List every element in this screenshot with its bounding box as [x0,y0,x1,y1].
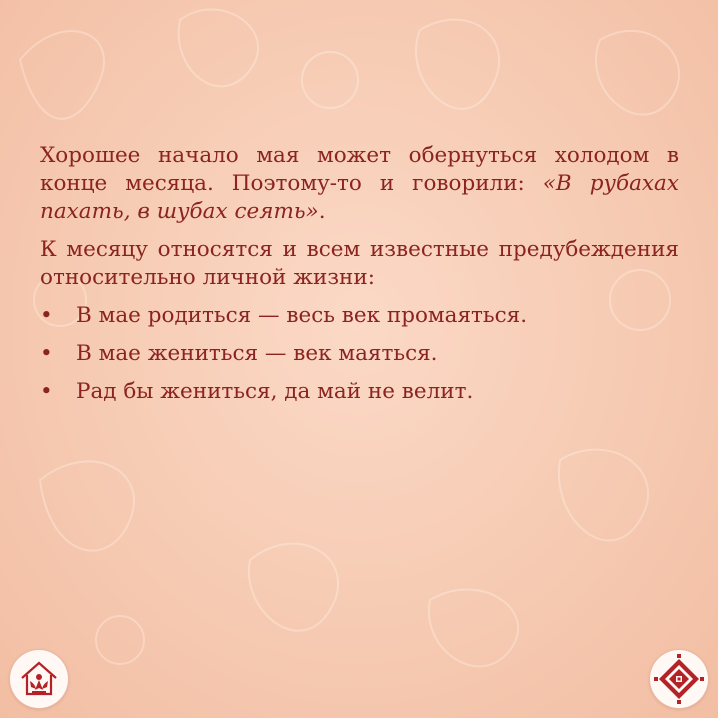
bullet-marker: • [40,341,53,366]
bullet-marker: • [40,303,53,328]
house-emblem-icon [10,650,68,708]
list-item-text: В мае жениться — век маяться. [76,341,438,366]
bullet-marker: • [40,379,53,404]
paragraph-1-text: Хорошее начало мая может обернуться холодом в конце месяца. Поэтому-то и говорили: [40,143,679,196]
list-item-text: Рад бы жениться, да май не велит. [76,379,474,404]
slide-body [40,142,679,416]
list-item-text: В мае родиться — весь век промаяться. [76,303,528,328]
list-item [40,340,679,368]
ornament-emblem-icon [650,650,708,708]
list-item [40,378,679,406]
paragraph-may-weather [40,142,679,226]
proverb-quote: «В рубахах пахать, в шубах сеять» [40,171,679,224]
paragraph-1-end: . [318,199,326,224]
paragraph-superstitions: К месяцу относятся и всем известные предубеждения относительно личной жизни: [40,237,679,290]
proverb-list [40,302,679,406]
list-item [40,302,679,330]
